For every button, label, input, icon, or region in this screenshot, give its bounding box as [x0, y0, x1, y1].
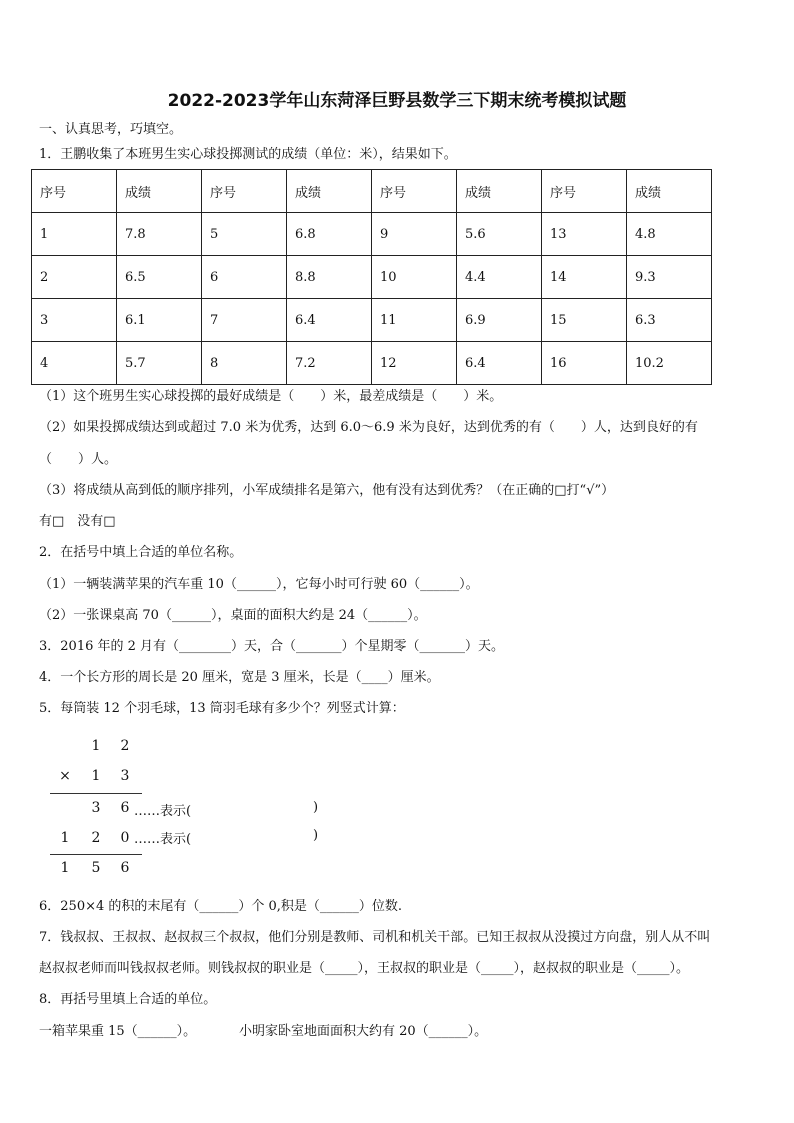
- table-header-cell: 序号: [542, 170, 627, 213]
- calc-digit: 1: [91, 768, 101, 784]
- table-cell: 16: [542, 342, 627, 385]
- table-cell: 4.4: [457, 256, 542, 299]
- calc-digit: 1: [60, 830, 70, 846]
- table-cell: 8: [202, 342, 287, 385]
- calc-digit: 6: [120, 860, 130, 876]
- question-8-part-b: 小明家卧室地面面积大约有 20（______）。: [239, 1024, 488, 1039]
- table-cell: 4: [32, 342, 117, 385]
- question-8-stem: 8．再括号里填上合适的单位。: [39, 992, 217, 1007]
- table-cell: 6.5: [117, 256, 202, 299]
- calc-digit: 3: [91, 800, 101, 816]
- table-cell: 15: [542, 299, 627, 342]
- table-header-cell: 序号: [202, 170, 287, 213]
- calc-digit: 1: [91, 738, 101, 754]
- question-2-part-2: （2）一张课桌高 70（______），桌面的面积大约是 24（______）。: [39, 608, 427, 623]
- table-header-row: [32, 170, 712, 213]
- table-cell: 6.4: [287, 299, 372, 342]
- table-cell: 11: [372, 299, 457, 342]
- calc-digit: 2: [120, 738, 130, 754]
- table-cell: 6: [202, 256, 287, 299]
- calc-rule: [50, 793, 142, 794]
- table-cell: 7.8: [117, 213, 202, 256]
- question-6: 6．250×4 的积的末尾有（______）个 0,积是（______）位数.: [39, 899, 403, 914]
- question-5-stem: 5．每筒装 12 个羽毛球，13 筒羽毛球有多少个？列竖式计算：: [39, 701, 405, 716]
- table-cell: 5.6: [457, 213, 542, 256]
- table-header-cell: 序号: [372, 170, 457, 213]
- question-7-line-2: 赵叔叔老师而叫钱叔叔老师。则钱叔叔的职业是（_____），王叔叔的职业是（_____），赵叔叔的职业是（_____）。: [39, 961, 690, 976]
- page-title: 2022-2023学年山东菏泽巨野县数学三下期末统考模拟试题: [167, 91, 627, 111]
- table-header-cell: 成绩: [287, 170, 372, 213]
- question-3: 3．2016 年的 2 月有（________）天，合（_______）个星期零（_______）天。: [39, 639, 505, 654]
- section-heading: 一、认真思考，巧填空。: [39, 122, 183, 137]
- table-cell: 6.8: [287, 213, 372, 256]
- table-cell: 2: [32, 256, 117, 299]
- question-8-part-a: 一箱苹果重 15（______）。: [39, 1024, 197, 1039]
- table-cell: 10: [372, 256, 457, 299]
- calc-digit: 2: [91, 830, 101, 846]
- meaning-blank-close: ): [313, 828, 319, 843]
- table-cell: 7.2: [287, 342, 372, 385]
- table-cell: 9.3: [627, 256, 712, 299]
- table-cell: 12: [372, 342, 457, 385]
- times-sign: ×: [59, 768, 71, 784]
- table-cell: 14: [542, 256, 627, 299]
- table-cell: 6.3: [627, 299, 712, 342]
- meaning-label: ……表示(: [134, 832, 192, 847]
- table-cell: 1: [32, 213, 117, 256]
- table-header-cell: 成绩: [117, 170, 202, 213]
- question-2-part-1: （1）一辆装满苹果的汽车重 10（______），它每小时可行驶 60（______）。: [39, 577, 479, 592]
- table-cell: 6.9: [457, 299, 542, 342]
- calc-rule: [50, 854, 142, 855]
- vertical-multiplication: [48, 730, 348, 890]
- table-cell: 10.2: [627, 342, 712, 385]
- question-1-part-2-continued: （ ）人。: [39, 452, 118, 467]
- meaning-blank-close: ): [313, 800, 319, 815]
- calc-digit: 6: [120, 800, 130, 816]
- meaning-label: ……表示(: [134, 804, 192, 819]
- table-cell: 5: [202, 213, 287, 256]
- question-2-stem: 2．在括号中填上合适的单位名称。: [39, 545, 243, 560]
- table-cell: 3: [32, 299, 117, 342]
- table-header-cell: 序号: [32, 170, 117, 213]
- table-header-cell: 成绩: [457, 170, 542, 213]
- question-4: 4．一个长方形的周长是 20 厘米，宽是 3 厘米，长是（____）厘米。: [39, 670, 440, 685]
- question-7-line-1: 7．钱叔叔、王叔叔、赵叔叔三个叔叔，他们分别是教师、司机和机关干部。已知王叔叔从没摸过方向盘，别人从不叫: [39, 930, 711, 945]
- table-cell: 5.7: [117, 342, 202, 385]
- table-row: [32, 256, 712, 299]
- table-cell: 7: [202, 299, 287, 342]
- table-header-cell: 成绩: [627, 170, 712, 213]
- score-table: [31, 169, 712, 385]
- table-cell: 9: [372, 213, 457, 256]
- question-1-part-2: （2）如果投掷成绩达到或超过 7.0 米为优秀，达到 6.0～6.9 米为良好，达到优秀的有（ ）人，达到良好的有: [39, 420, 698, 435]
- calc-digit: 3: [120, 768, 130, 784]
- table-row: [32, 299, 712, 342]
- table-cell: 6.4: [457, 342, 542, 385]
- table-cell: 6.1: [117, 299, 202, 342]
- table-cell: 4.8: [627, 213, 712, 256]
- table-row: [32, 342, 712, 385]
- question-1-part-3: （3）将成绩从高到低的顺序排列，小军成绩排名是第六，他有没有达到优秀？（在正确的□打“√”）: [39, 483, 615, 498]
- calc-digit: 0: [120, 830, 130, 846]
- question-1-part-1: （1）这个班男生实心球投掷的最好成绩是（ ）米，最差成绩是（ ）米。: [39, 389, 503, 404]
- calc-digit: 5: [91, 860, 101, 876]
- table-cell: 8.8: [287, 256, 372, 299]
- question-1-options[interactable]: 有□ 没有□: [39, 514, 116, 529]
- table-cell: 13: [542, 213, 627, 256]
- table-row: [32, 213, 712, 256]
- question-1-stem: 1．王鹏收集了本班男生实心球投掷测试的成绩（单位：米），结果如下。: [39, 147, 457, 162]
- calc-digit: 1: [60, 860, 70, 876]
